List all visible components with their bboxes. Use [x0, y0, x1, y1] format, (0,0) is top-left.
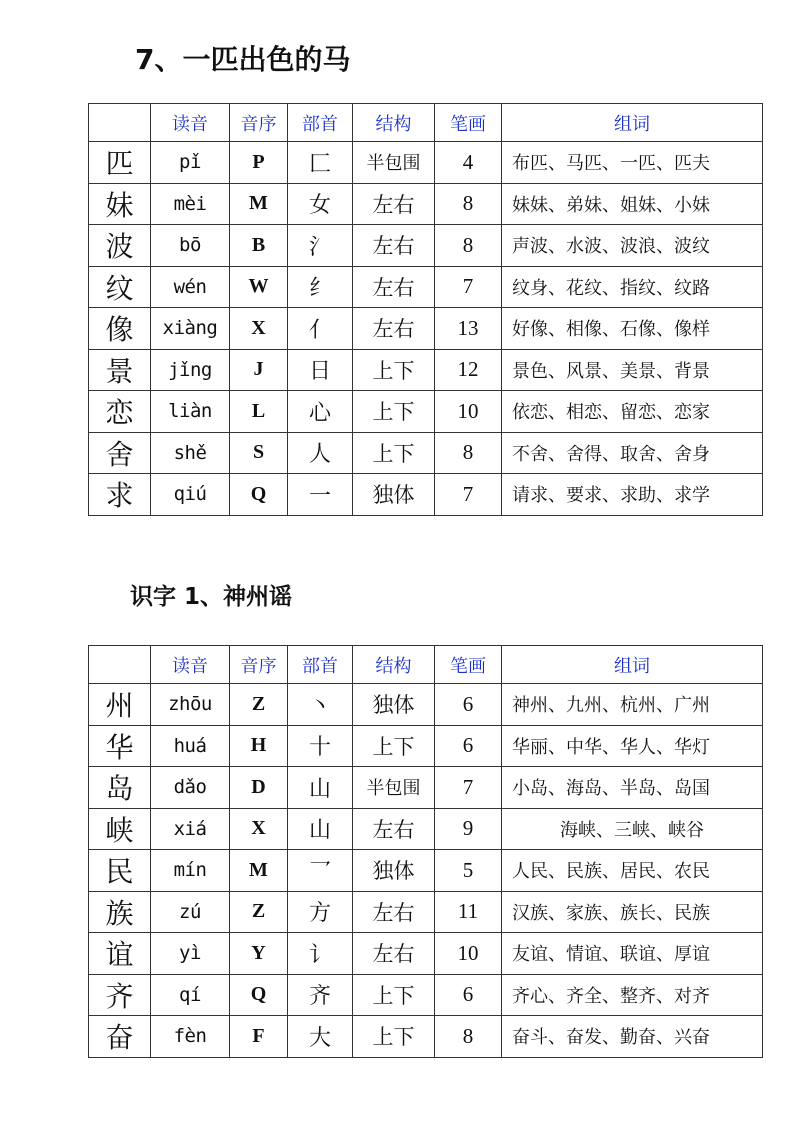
character: 恋: [89, 391, 151, 433]
character: 民: [89, 850, 151, 892]
word-examples: 依恋、相恋、留恋、恋家: [502, 391, 763, 433]
stroke-count: 7: [435, 767, 502, 809]
header-order: 音序: [230, 104, 288, 142]
initial-letter: Z: [230, 891, 288, 933]
header-words: 组词: [502, 104, 763, 142]
radical: 乛: [288, 850, 353, 892]
structure: 半包围: [353, 767, 435, 809]
structure: 独体: [353, 850, 435, 892]
header-radical: 部首: [288, 646, 353, 684]
structure: 左右: [353, 266, 435, 308]
structure: 半包围: [353, 142, 435, 184]
structure: 上下: [353, 725, 435, 767]
word-examples: 海峡、三峡、峡谷: [502, 808, 763, 850]
initial-letter: L: [230, 391, 288, 433]
initial-letter: W: [230, 266, 288, 308]
radical: 山: [288, 767, 353, 809]
pinyin: dǎo: [151, 767, 230, 809]
radical: 山: [288, 808, 353, 850]
character: 岛: [89, 767, 151, 809]
initial-letter: M: [230, 183, 288, 225]
structure: 左右: [353, 808, 435, 850]
radical: 日: [288, 349, 353, 391]
character: 奋: [89, 1016, 151, 1058]
word-examples: 景色、风景、美景、背景: [502, 349, 763, 391]
radical: 丶: [288, 684, 353, 726]
table-row: [89, 183, 763, 225]
stroke-count: 4: [435, 142, 502, 184]
radical: 亻: [288, 308, 353, 350]
table-row: [89, 474, 763, 516]
character: 族: [89, 891, 151, 933]
structure: 左右: [353, 225, 435, 267]
radical: 齐: [288, 974, 353, 1016]
initial-letter: Q: [230, 474, 288, 516]
word-examples: 华丽、中华、华人、华灯: [502, 725, 763, 767]
section-title-1: 7、一匹出色的马: [135, 43, 351, 76]
radical: 大: [288, 1016, 353, 1058]
pinyin: wén: [151, 266, 230, 308]
character: 妹: [89, 183, 151, 225]
radical: 一: [288, 474, 353, 516]
character: 像: [89, 308, 151, 350]
structure: 上下: [353, 1016, 435, 1058]
word-examples: 请求、要求、求助、求学: [502, 474, 763, 516]
radical: 女: [288, 183, 353, 225]
structure: 左右: [353, 308, 435, 350]
stroke-count: 11: [435, 891, 502, 933]
table-row: [89, 891, 763, 933]
pinyin: xiá: [151, 808, 230, 850]
stroke-count: 10: [435, 933, 502, 975]
stroke-count: 6: [435, 974, 502, 1016]
word-examples: 声波、水波、波浪、波纹: [502, 225, 763, 267]
radical: 十: [288, 725, 353, 767]
character: 州: [89, 684, 151, 726]
initial-letter: D: [230, 767, 288, 809]
word-examples: 齐心、齐全、整齐、对齐: [502, 974, 763, 1016]
initial-letter: X: [230, 808, 288, 850]
header-blank: [89, 104, 151, 142]
stroke-count: 7: [435, 266, 502, 308]
table-row: [89, 1016, 763, 1058]
section-title-2: 识字 1、神州谣: [130, 584, 293, 610]
word-examples: 不舍、舍得、取舍、舍身: [502, 432, 763, 474]
pinyin: fèn: [151, 1016, 230, 1058]
initial-letter: S: [230, 432, 288, 474]
header-row: [89, 646, 763, 684]
structure: 上下: [353, 974, 435, 1016]
header-radical: 部首: [288, 104, 353, 142]
pinyin: zú: [151, 891, 230, 933]
pinyin: liàn: [151, 391, 230, 433]
word-examples: 纹身、花纹、指纹、纹路: [502, 266, 763, 308]
character: 齐: [89, 974, 151, 1016]
table-row: [89, 725, 763, 767]
stroke-count: 10: [435, 391, 502, 433]
word-examples: 汉族、家族、族长、民族: [502, 891, 763, 933]
word-examples: 小岛、海岛、半岛、岛国: [502, 767, 763, 809]
character: 匹: [89, 142, 151, 184]
initial-letter: Q: [230, 974, 288, 1016]
stroke-count: 6: [435, 684, 502, 726]
initial-letter: H: [230, 725, 288, 767]
word-examples: 人民、民族、居民、农民: [502, 850, 763, 892]
table-row: [89, 142, 763, 184]
character: 谊: [89, 933, 151, 975]
initial-letter: Z: [230, 684, 288, 726]
structure: 独体: [353, 684, 435, 726]
word-examples: 妹妹、弟妹、姐妹、小妹: [502, 183, 763, 225]
radical: 氵: [288, 225, 353, 267]
word-examples: 布匹、马匹、一匹、匹夫: [502, 142, 763, 184]
pinyin: pǐ: [151, 142, 230, 184]
character: 景: [89, 349, 151, 391]
structure: 左右: [353, 891, 435, 933]
structure: 左右: [353, 933, 435, 975]
character-table-1: [88, 103, 763, 516]
radical: 心: [288, 391, 353, 433]
radical: 纟: [288, 266, 353, 308]
stroke-count: 6: [435, 725, 502, 767]
word-examples: 友谊、情谊、联谊、厚谊: [502, 933, 763, 975]
structure: 上下: [353, 349, 435, 391]
word-examples: 神州、九州、杭州、广州: [502, 684, 763, 726]
stroke-count: 8: [435, 432, 502, 474]
pinyin: bō: [151, 225, 230, 267]
table-row: [89, 933, 763, 975]
character: 纹: [89, 266, 151, 308]
pinyin: mín: [151, 850, 230, 892]
pinyin: huá: [151, 725, 230, 767]
structure: 上下: [353, 432, 435, 474]
header-strokes: 笔画: [435, 646, 502, 684]
structure: 上下: [353, 391, 435, 433]
radical: 讠: [288, 933, 353, 975]
radical: 人: [288, 432, 353, 474]
stroke-count: 5: [435, 850, 502, 892]
stroke-count: 9: [435, 808, 502, 850]
pinyin: shě: [151, 432, 230, 474]
initial-letter: J: [230, 349, 288, 391]
character: 波: [89, 225, 151, 267]
table-row: [89, 349, 763, 391]
pinyin: jǐng: [151, 349, 230, 391]
stroke-count: 8: [435, 1016, 502, 1058]
word-examples: 奋斗、奋发、勤奋、兴奋: [502, 1016, 763, 1058]
initial-letter: B: [230, 225, 288, 267]
header-pinyin: 读音: [151, 104, 230, 142]
structure: 左右: [353, 183, 435, 225]
character: 华: [89, 725, 151, 767]
table-row: [89, 974, 763, 1016]
initial-letter: M: [230, 850, 288, 892]
character: 峡: [89, 808, 151, 850]
initial-letter: X: [230, 308, 288, 350]
structure: 独体: [353, 474, 435, 516]
table-row: [89, 308, 763, 350]
pinyin: zhōu: [151, 684, 230, 726]
initial-letter: Y: [230, 933, 288, 975]
pinyin: yì: [151, 933, 230, 975]
table-row: [89, 225, 763, 267]
table-row: [89, 266, 763, 308]
stroke-count: 7: [435, 474, 502, 516]
header-order: 音序: [230, 646, 288, 684]
stroke-count: 8: [435, 183, 502, 225]
radical: 匚: [288, 142, 353, 184]
initial-letter: P: [230, 142, 288, 184]
character: 求: [89, 474, 151, 516]
table-row: [89, 391, 763, 433]
stroke-count: 12: [435, 349, 502, 391]
character-table-2: [88, 645, 763, 1058]
radical: 方: [288, 891, 353, 933]
stroke-count: 8: [435, 225, 502, 267]
word-examples: 好像、相像、石像、像样: [502, 308, 763, 350]
header-words: 组词: [502, 646, 763, 684]
pinyin: qí: [151, 974, 230, 1016]
character: 舍: [89, 432, 151, 474]
table-row: [89, 684, 763, 726]
stroke-count: 13: [435, 308, 502, 350]
pinyin: xiàng: [151, 308, 230, 350]
table-row: [89, 432, 763, 474]
initial-letter: F: [230, 1016, 288, 1058]
table-row: [89, 767, 763, 809]
pinyin: mèi: [151, 183, 230, 225]
header-strokes: 笔画: [435, 104, 502, 142]
header-row: [89, 104, 763, 142]
header-structure: 结构: [353, 104, 435, 142]
header-pinyin: 读音: [151, 646, 230, 684]
header-structure: 结构: [353, 646, 435, 684]
header-blank: [89, 646, 151, 684]
table-row: [89, 808, 763, 850]
table-row: [89, 850, 763, 892]
pinyin: qiú: [151, 474, 230, 516]
